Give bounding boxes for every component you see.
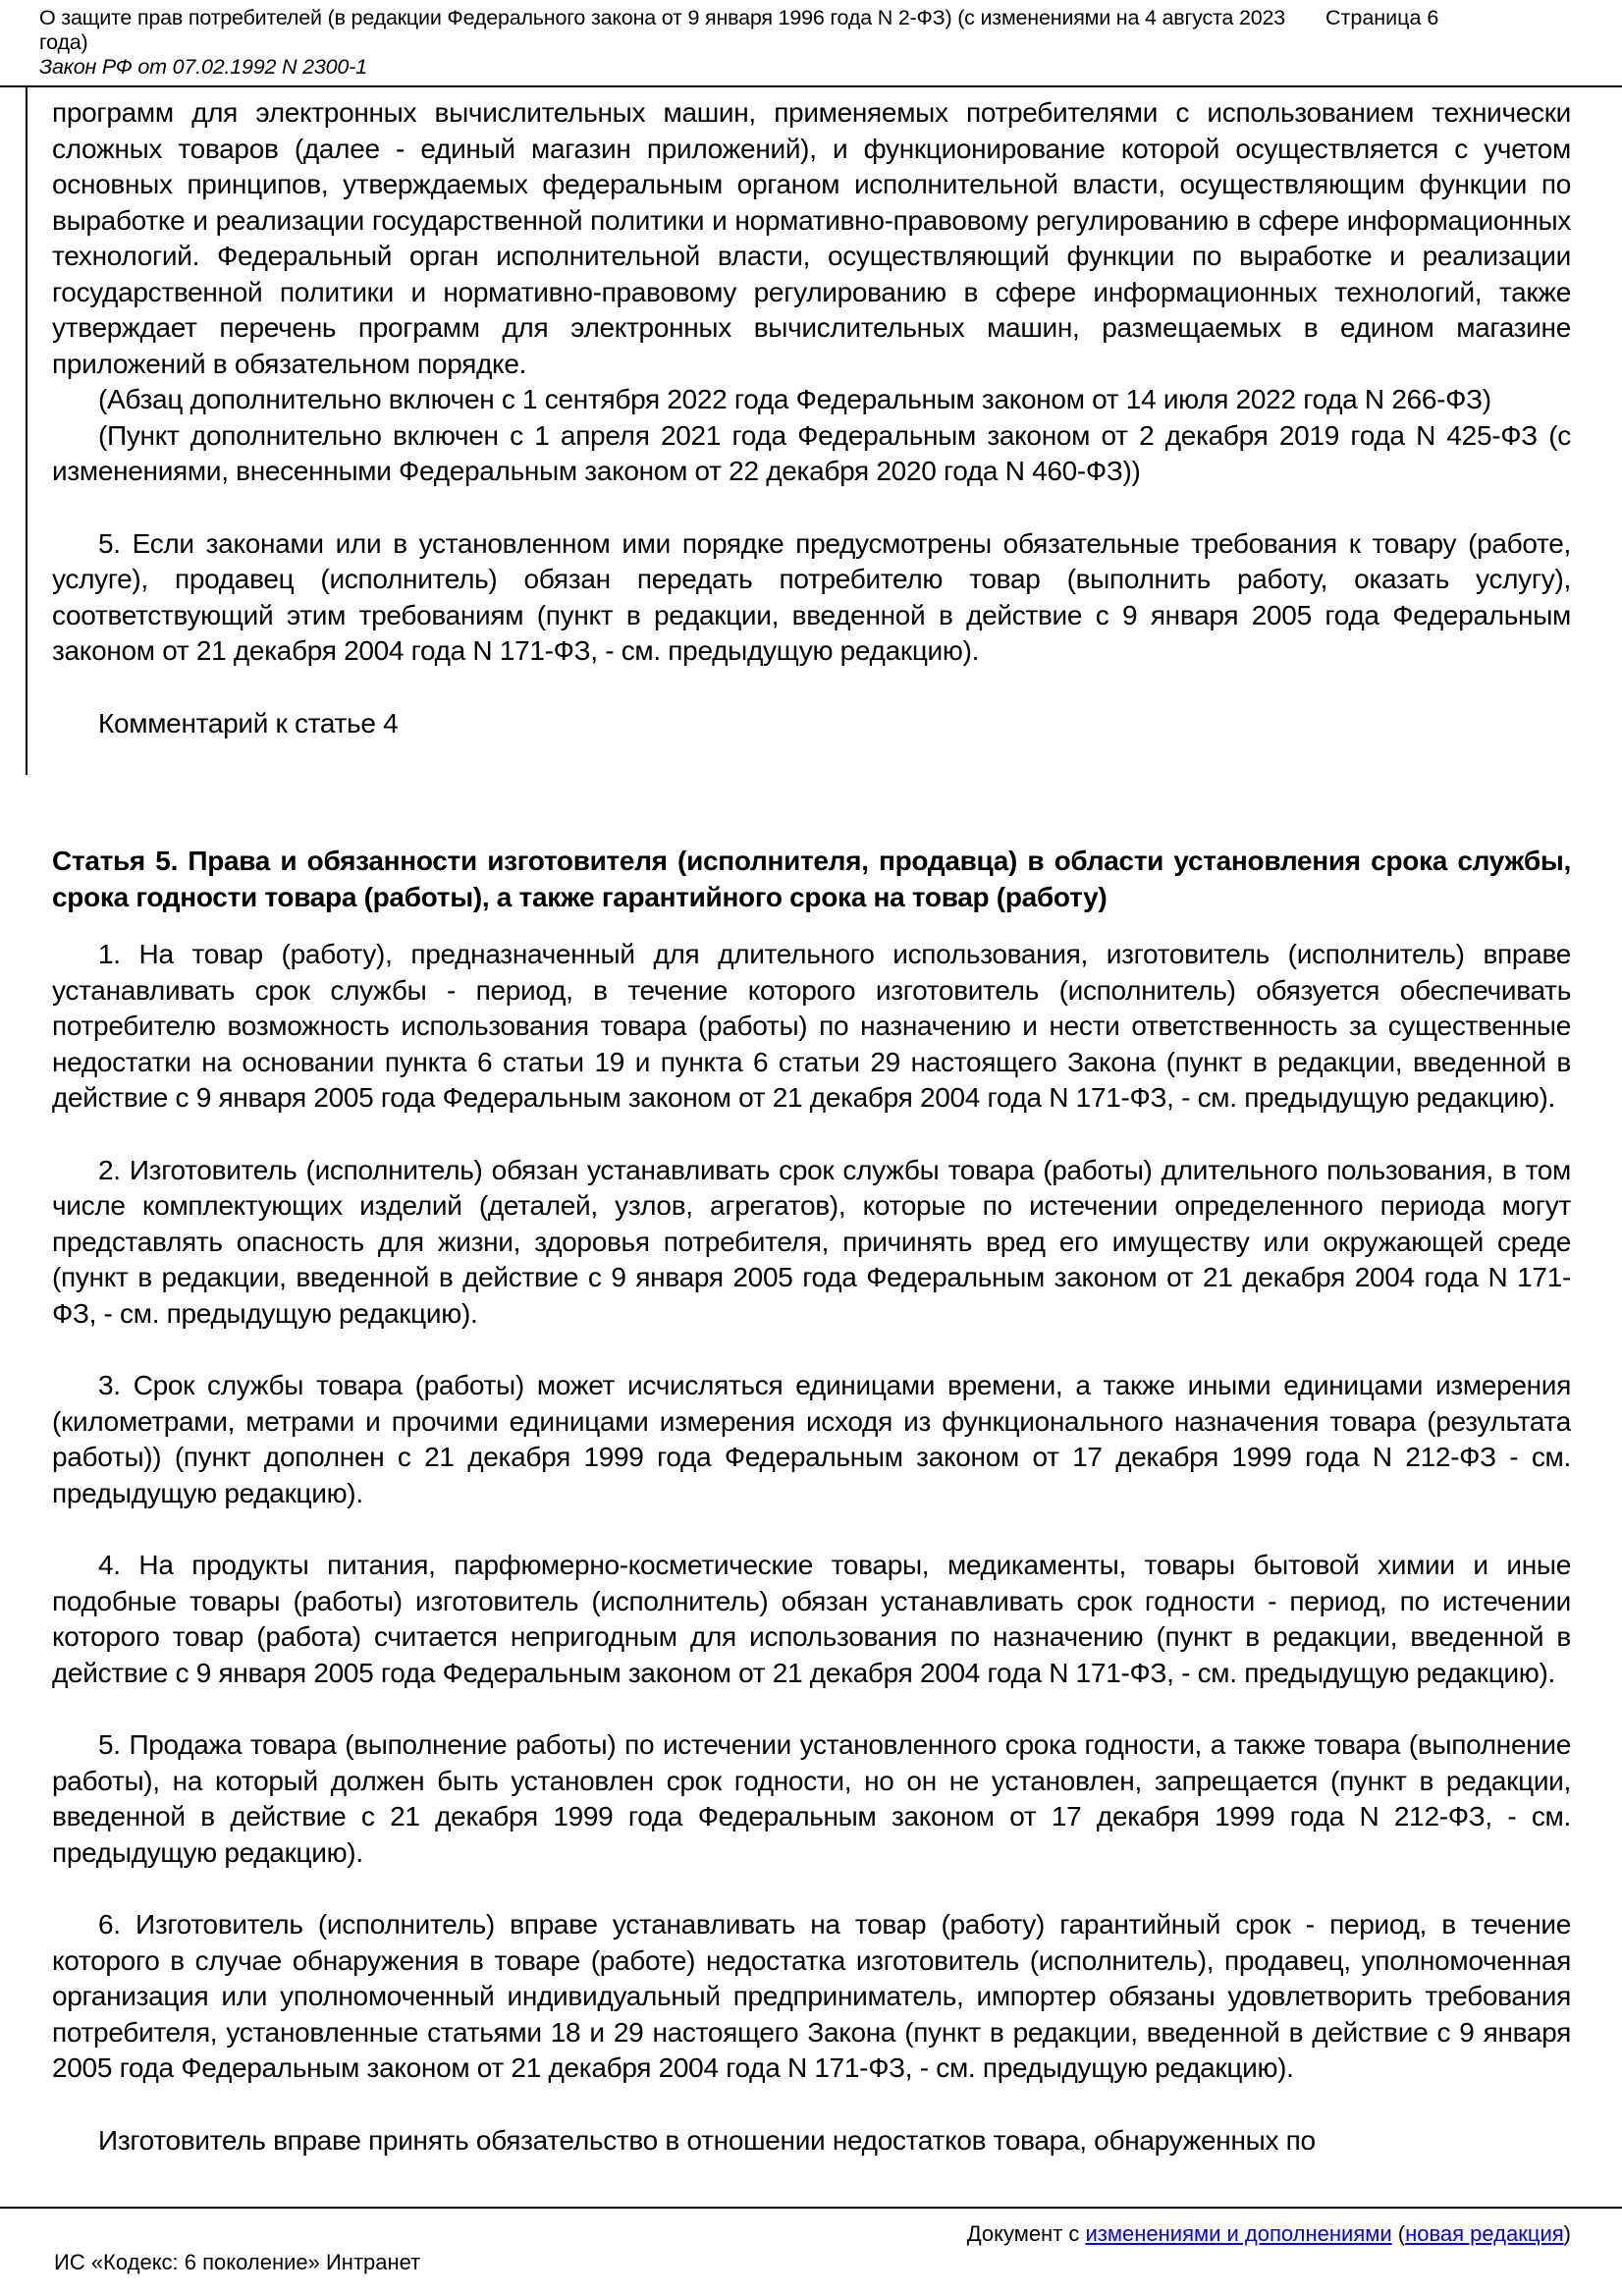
article-5-clause-4: 4. На продукты питания, парфюмерно-косметические товары, медикаменты, товары бытовой химии и иные подобные товары (работы) изготовитель (исполнитель) обязан устанавливать срок годности - период, по истечении которого товар (работа) считается непригодным для использования по назначению (пункт в редакции, введенной в действие с 9 января 2005 года Федеральным законом от 21 декабря 2004 года N 171-ФЗ, - см. предыдущую редакцию). <box>52 1550 1571 1688</box>
document-title: О защите прав потребителей (в редакции Федерального закона от 9 января 1996 года N 2-ФЗ) (с изменениями на 4 августа 2023 года) <box>39 6 1285 54</box>
page-number: Страница 6 <box>1325 6 1439 29</box>
change-marker-bar <box>26 87 27 775</box>
article-5-clause-6-continuation: Изготовитель вправе принять обязательство в отношении недостатков товара, обнаруженных по <box>98 2124 1316 2156</box>
status-mid: ( <box>1391 2221 1406 2246</box>
insertion-note-abzac: (Абзац дополнительно включен с 1 сентября 2022 года Федеральным законом от 14 июля 2022 года N 266-ФЗ) <box>98 384 1491 414</box>
insertion-note-punkt: (Пункт дополнительно включен с 1 апреля 2021 года Федеральным законом от 2 декабря 2019 года N 425-ФЗ (с изменениями, внесенными Федеральным законом от 22 декабря 2020 года N 460-ФЗ)) <box>52 419 1571 486</box>
footer-divider <box>0 2207 1622 2209</box>
document-body <box>52 87 1571 2207</box>
article-5-clause-6: 6. Изготовитель (исполнитель) вправе устанавливать на товар (работу) гарантийный срок - период, в течение которого в случае обнаружения в товаре (работе) недостатка изготовитель (исполнитель), продавец, уполномоченная организация или уполномоченный индивидуальный предприниматель, импортер обязаны удовлетворить требования потребителя, установленные статьями 18 и 29 настоящего Закона (пункт в редакции, введенной в действие с 9 января 2005 года Федеральным законом от 21 декабря 2004 года N 171-ФЗ, - см. предыдущую редакцию). <box>52 1909 1571 2083</box>
article-5-clause-2: 2. Изготовитель (исполнитель) обязан устанавливать срок службы товара (работы) длительного пользования, в том числе комплектующих изделий (деталей, узлов, агрегатов), которые по истечении определенного периода могут представлять опасность для жизни, здоровья потребителя, причинять вред его имуществу или окружающей среде (пункт в редакции, введенной в действие с 9 января 2005 года Федеральным законом от 21 декабря 2004 года N 171-ФЗ, - см. предыдущую редакцию). <box>52 1154 1571 1329</box>
amendments-link[interactable]: изменениями и дополнениями <box>1085 2221 1392 2246</box>
new-edition-link[interactable]: новая редакция <box>1405 2221 1564 2246</box>
article-5-clause-3: 3. Срок службы товара (работы) может исчисляться единицами времени, а также иными единицами измерения (километрами, метрами и прочими единицами измерения исходя из функционального назначения товара (результата работы)) (пункт дополнен с 21 декабря 1999 года Федеральным законом от 17 декабря 1999 года N 212-ФЗ - см. предыдущую редакцию). <box>52 1370 1571 1508</box>
article-5-clause-5: 5. Продажа товара (выполнение работы) по истечении установленного срока годности, а также товара (выполнение работы), на который должен быть установлен срок годности, но он не установлен, запрещается (пункт в редакции, введенной в действие с 21 декабря 1999 года Федеральным законом от 17 декабря 1999 года N 212-ФЗ, - см. предыдущую редакцию). <box>52 1729 1571 1868</box>
status-suffix: ) <box>1563 2221 1571 2246</box>
status-prefix: Документ с <box>966 2221 1086 2246</box>
article-5-clause-1: 1. На товар (работу), предназначенный для длительного использования, изготовитель (исполнитель) вправе устанавливать срок службы - период, в течение которого изготовитель (исполнитель) обязуется обеспечивать потребителю возможность использования товара (работы) по назначению и нести ответственность за существенные недостатки на основании пункта 6 статьи 19 и пункта 6 статьи 29 настоящего Закона (пункт в редакции, введенной в действие с 9 января 2005 года Федеральным законом от 21 декабря 2004 года N 171-ФЗ, - см. предыдущую редакцию). <box>52 939 1571 1113</box>
continuation-paragraph: программ для электронных вычислительных машин, применяемых потребителями с использованием технически сложных товаров (далее - единый магазин приложений), и функционирование которой осуществляется с учетом основных принципов, утверждаемых федеральным органом исполнительной власти, осуществляющим функции по выработке и реализации государственной политики и нормативно-правовому регулированию в сфере информационных технологий. Федеральный орган исполнительной власти, осуществляющий функции по выработке и реализации государственной политики и нормативно-правовому регулированию в сфере информационных технологий, также утверждает перечень программ для электронных вычислительных машин, размещаемых в едином магазине приложений в обязательном порядке. <box>52 97 1571 379</box>
document-subtitle: Закон РФ от 07.02.1992 N 2300-1 <box>39 55 367 79</box>
article-5-heading: Статья 5. Права и обязанности изготовителя (исполнителя, продавца) в области установления срока службы, срока годности товара (работы), а также гарантийного срока на товар (работу) <box>52 846 1571 912</box>
document-status-line <box>967 2221 1571 2247</box>
commentary-reference: Комментарий к статье 4 <box>98 707 399 738</box>
article-4-clause-5: 5. Если законами или в установленном ими порядке предусмотрены обязательные требования к товару (работе, услуге), продавец (исполнитель) обязан передать потребителю товар (выполнить работу, оказать услугу), соответствующий этим требованиям (пункт в редакции, введенной в действие с 9 января 2005 года Федеральным законом от 21 декабря 2004 года N 171-ФЗ, - см. предыдущую редакцию). <box>52 527 1571 666</box>
page-header <box>39 6 1583 80</box>
app-name: ИС «Кодекс: 6 поколение» Интранет <box>54 2250 421 2274</box>
